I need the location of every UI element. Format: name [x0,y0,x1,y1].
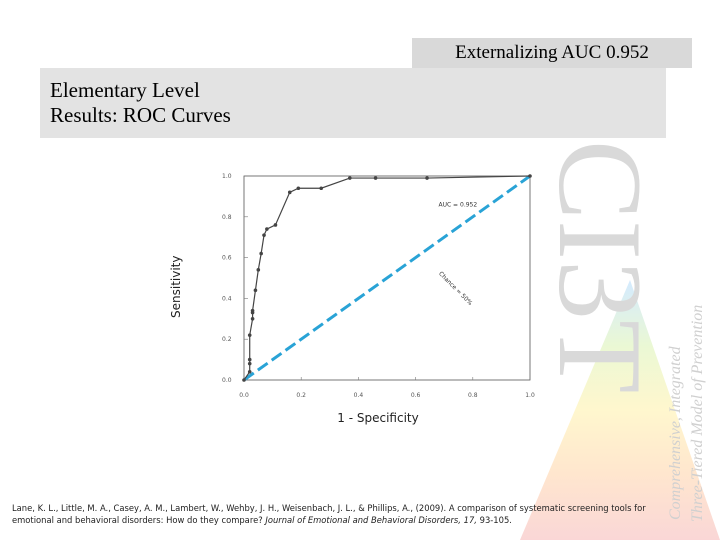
roc-point-11 [262,233,266,237]
roc-point-4 [248,333,252,337]
citation-pages: 93-105. [476,515,512,525]
x-tick-label-5: 1.0 [525,392,535,399]
x-tick-label-2: 0.4 [353,392,364,399]
roc-point-20 [528,174,532,178]
roc-point-5 [251,317,255,321]
slide-title-line1: Elementary Level [50,78,200,102]
citation-journal: Journal of Emotional and Behavioral Disorders, 17, [265,515,477,525]
x-tick-label-1: 0.2 [296,392,306,399]
chance-line [244,176,530,380]
roc-point-19 [425,176,429,180]
y-tick-label-1: 0.2 [222,336,232,344]
citation-text: Lane, K. L., Little, M. A., Casey, A. M., Lambert, W., Wehby, J. H., Weisenbach, J. L., & Phillips, A., (2009). A comparison of systematic screening tools for emotional and behavioral disorders: How do they compare? [12,503,646,525]
roc-point-13 [274,223,278,227]
chance-label: Chance = 50% [437,270,474,307]
roc-point-17 [348,176,352,180]
roc-point-7 [251,309,255,313]
y-tick-label-3: 0.6 [222,254,232,262]
roc-point-16 [319,186,323,190]
roc-point-12 [265,227,269,231]
x-tick-label-0: 0.0 [239,392,249,399]
roc-point-8 [254,288,258,292]
auc-banner: Externalizing AUC 0.952 [412,38,692,68]
y-tick-label-5: 1.0 [222,173,232,180]
x-tick-label-3: 0.6 [410,392,421,399]
logo-tagline-2: Three-Tiered Model of Prevention [689,304,706,522]
roc-point-1 [248,370,252,374]
logo-tagline-1: Comprehensive, Integrated [667,346,684,520]
x-tick-label-4: 0.8 [468,392,478,399]
y-tick-label-4: 0.8 [222,213,232,221]
x-axis-label: 1 - Specificity [337,411,419,425]
y-tick-label-0: 0.0 [222,377,232,384]
y-axis-label: Sensitivity [169,255,183,318]
logo-mark: CI3T [534,140,667,394]
slide-title-line2: Results: ROC Curves [50,103,231,127]
roc-point-9 [257,268,261,272]
roc-point-15 [297,186,301,190]
roc-point-2 [248,362,252,366]
roc-point-3 [248,358,252,362]
roc-point-10 [259,252,263,256]
auc-annotation: AUC = 0.952 [438,201,478,209]
y-tick-label-2: 0.4 [222,295,232,303]
roc-point-14 [288,191,292,195]
citation [12,502,672,526]
roc-point-0 [242,378,246,382]
roc-point-18 [374,176,378,180]
roc-chart [160,160,550,430]
ci3t-logo [520,140,720,540]
